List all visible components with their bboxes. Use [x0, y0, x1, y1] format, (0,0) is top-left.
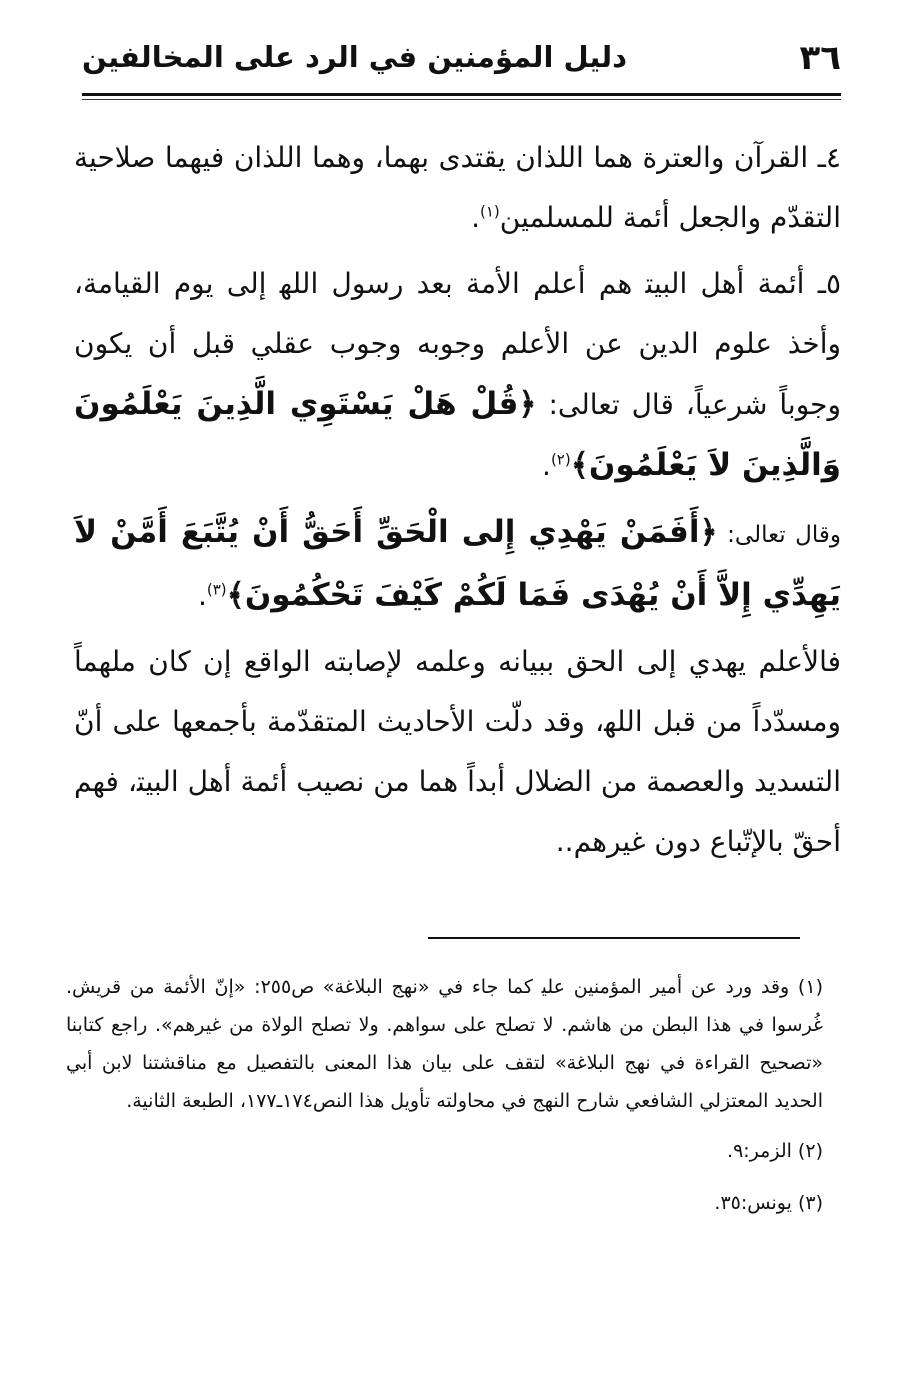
footnote-1: (١) وقد ورد عن أمير المؤمنين علي‍ كما جاء في «نهج البلاغة» ص٢٥٥: «إنّ الأئمة من قريش. غُرسوا في هذا البطن من هاشم. لا تصلح على سواهم. ولا تصلح الولاة من غيرهم». راجع كتابنا «تصحيح القراءة في نهج البلاغة» لتقف على بيان هذا المعنى بالتفصيل مع مناقشتنا لابن أبي الحديد المعتزلي الشافعي شارح النهج في محاولته تأويل هذا النص١٧٤ـ١٧٧، الطبعة الثانية. [66, 976, 823, 1112]
footnotes [66, 968, 823, 1236]
header-rule [82, 93, 841, 96]
footnote-ref-3: (٣) [206, 580, 227, 599]
paragraph-1-end: . [471, 201, 480, 234]
footnote-2: (٢) الزمر:٩. [727, 1140, 823, 1162]
quran-verse-1: ﴿قُلْ هَلْ يَسْتَوِي الَّذِينَ يَعْلَمُونَ وَالَّذِينَ لاَ يَعْلَمُونَ﴾ [74, 386, 841, 483]
running-title: دليل المؤمنين في الرد على المخالفين [82, 40, 627, 74]
paragraph-2-end: . [542, 449, 551, 482]
footnote-separator [428, 937, 800, 939]
footnote-3: (٣) يونس:٣٥. [714, 1192, 823, 1214]
quran-verse-2: ﴿أَفَمَنْ يَهْدِي إِلى الْحَقِّ أَحَقُّ أَنْ يُتَّبَعَ أَمَّنْ لاَ يَهِدِّي إِلاَّ أَنْ يُهْدَى فَمَا لَكُمْ كَيْفَ تَحْكُمُونَ﴾ [74, 514, 841, 613]
paragraph-1-text: ٤ـ القرآن والعترة هما اللذان يقتدى بهما، وهما اللذان فيهما صلاحية التقدّم والجعل أئمة للمسلمين [74, 141, 841, 234]
paragraph-2 [74, 254, 841, 496]
page-header [82, 34, 841, 96]
header-rule-thin [82, 99, 841, 100]
paragraph-3-lead: وقال تعالى: [717, 522, 841, 548]
paragraph-4 [74, 632, 841, 872]
page-number: ٣٦ [799, 38, 841, 78]
footnote-ref-2: (٢) [550, 450, 571, 469]
paragraph-3-end: . [197, 579, 207, 612]
footnote-ref-1: (١) [479, 202, 500, 221]
main-text [74, 128, 841, 878]
paragraph-4-text: فالأعلم يهدي إلى الحق ببيانه وعلمه لإصابته الواقع إن كان ملهماً ومسدّداً من قبل الله‍، وقد دلّت الأحاديث المتقدّمة بأجمعها على أنّ التسديد والعصمة من الضلال أبداً هما من نصيب أئمة أهل البيت‍، فهم أحقّ بالإتّباع دون غيرهم.. [74, 645, 841, 858]
paragraph-2-text: ٥ـ أئمة أهل البيت‍ هم أعلم الأمة بعد رسول الله‍ إلى يوم القيامة، وأخذ علوم الدين عن الأعلم وجوبه وجوب عقلي قبل أن يكون وجوباً شرعياً، قال تعالى: [74, 267, 841, 421]
paragraph-3 [74, 502, 841, 626]
paragraph-1 [74, 128, 841, 248]
